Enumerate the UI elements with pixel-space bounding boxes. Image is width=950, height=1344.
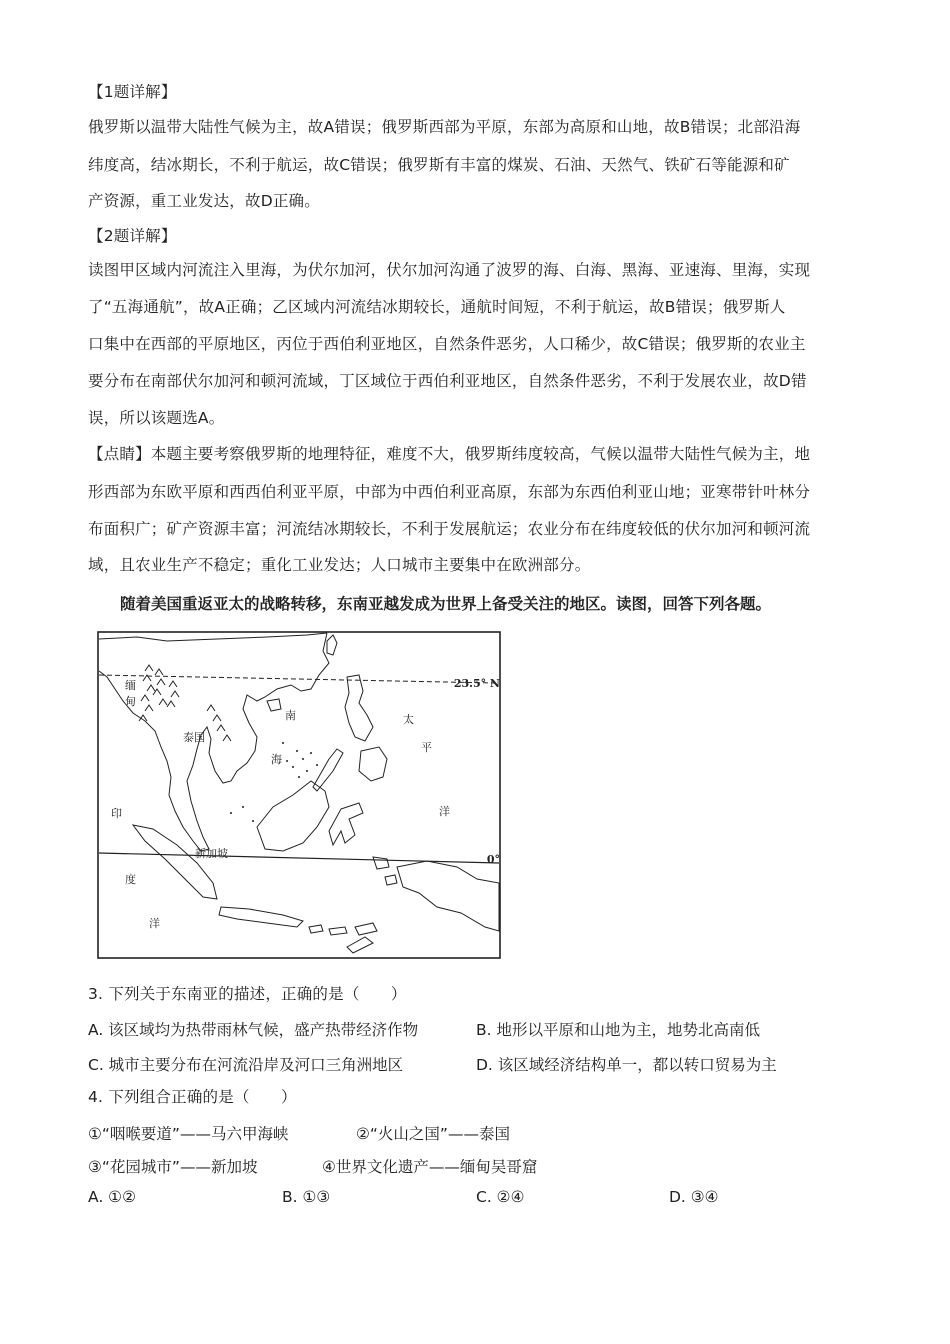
label-myanmar-1: 缅 bbox=[125, 679, 136, 692]
q4-option-b: B. ①③ bbox=[282, 1188, 331, 1206]
section3-line-4: 域，且农业生产不稳定；重化工业发达；人口城市主要集中在欧洲部分。 bbox=[88, 556, 591, 574]
section2-line-3: 口集中在西部的平原地区，丙位于西伯利亚地区，自然条件恶劣，人口稀少，故C错误；俄罗斯的农业主 bbox=[88, 335, 806, 353]
map-frame bbox=[98, 632, 500, 958]
q4-stem: 4. 下列组合正确的是（ ） bbox=[88, 1088, 297, 1106]
section3-line-2: 形西部为东欧平原和西西伯利亚平原，中部为中西伯利亚高原，东部为东西伯利亚山地；亚寒带针叶林分 bbox=[88, 483, 811, 501]
label-pacific-1: 太 bbox=[403, 713, 414, 726]
map-svg bbox=[97, 631, 501, 959]
q4-item-2: ②“火山之国”——泰国 bbox=[356, 1125, 510, 1143]
q4-item-3: ③“花园城市”——新加坡 bbox=[88, 1158, 258, 1176]
label-thailand: 泰国 bbox=[183, 731, 205, 744]
q3-option-c: C. 城市主要分布在河流沿岸及河口三角洲地区 bbox=[88, 1056, 404, 1074]
equator-label: 0° bbox=[486, 853, 500, 866]
q4-option-d: D. ③④ bbox=[669, 1188, 719, 1206]
label-myanmar-2: 甸 bbox=[125, 695, 136, 708]
section1-line-3: 产资源，重工业发达，故D正确。 bbox=[88, 192, 320, 210]
section3-line-1: 【点睛】本题主要考察俄罗斯的地理特征，难度不大，俄罗斯纬度较高，气候以温带大陆性气候为主，地 bbox=[88, 445, 811, 463]
q4-option-c: C. ②④ bbox=[476, 1188, 525, 1206]
question-intro: 随着美国重返亚太的战略转移，东南亚越发成为世界上备受关注的地区。读图，回答下列各题。 bbox=[120, 595, 772, 613]
q4-item-4: ④世界文化遗产——缅甸吴哥窟 bbox=[322, 1158, 538, 1176]
section2-line-2: 了“五海通航”，故A正确；乙区域内河流结冰期较长，通航时间短，不利于航运，故B错误；俄罗斯人 bbox=[88, 298, 786, 316]
label-pacific-3: 洋 bbox=[439, 805, 450, 818]
section2-line-5: 误，所以该题选A。 bbox=[88, 409, 225, 427]
q4-item-1: ①“咽喉要道”——马六甲海峡 bbox=[88, 1125, 289, 1143]
section1-line-1: 俄罗斯以温带大陆性气候为主，故A错误；俄罗斯西部为平原，东部为高原和山地，故B错误；北部沿海 bbox=[88, 118, 801, 136]
label-pacific-2: 平 bbox=[421, 741, 432, 754]
label-singapore: 新加坡 bbox=[195, 847, 228, 860]
label-south-china-sea-2: 海 bbox=[271, 753, 282, 766]
q3-option-d: D. 该区域经济结构单一，都以转口贸易为主 bbox=[476, 1056, 777, 1074]
section2-heading: 【2题详解】 bbox=[88, 227, 177, 245]
section2-line-4: 要分布在南部伏尔加河和顿河流域，丁区域位于西伯利亚地区，自然条件恶劣，不利于发展农业，故D错 bbox=[88, 372, 807, 390]
q4-option-a: A. ①② bbox=[88, 1188, 136, 1206]
label-south-china-sea-1: 南 bbox=[285, 709, 296, 722]
section2-line-1: 读图甲区域内河流注入里海，为伏尔加河，伏尔加河沟通了波罗的海、白海、黑海、亚速海、里海，实现 bbox=[88, 261, 811, 279]
q3-option-a: A. 该区域均为热带雨林气候，盛产热带经济作物 bbox=[88, 1021, 419, 1039]
section1-line-2: 纬度高，结冰期长，不利于航运，故C错误；俄罗斯有丰富的煤炭、石油、天然气、铁矿石等能源和矿 bbox=[88, 156, 790, 174]
tropic-label: 23.5° N bbox=[453, 677, 500, 690]
q3-stem: 3. 下列关于东南亚的描述，正确的是（ ） bbox=[88, 985, 407, 1003]
label-indian-ocean-3: 洋 bbox=[149, 917, 160, 930]
label-indian-ocean-2: 度 bbox=[125, 873, 136, 886]
q3-option-b: B. 地形以平原和山地为主，地势北高南低 bbox=[476, 1021, 760, 1039]
section3-line-3: 布面积广；矿产资源丰富；河流结冰期较长，不利于发展航运；农业分布在纬度较低的伏尔加河和顿河流 bbox=[88, 520, 811, 538]
label-indian-ocean-1: 印 bbox=[111, 807, 122, 820]
southeast-asia-map bbox=[97, 631, 501, 959]
section1-heading: 【1题详解】 bbox=[88, 83, 177, 101]
